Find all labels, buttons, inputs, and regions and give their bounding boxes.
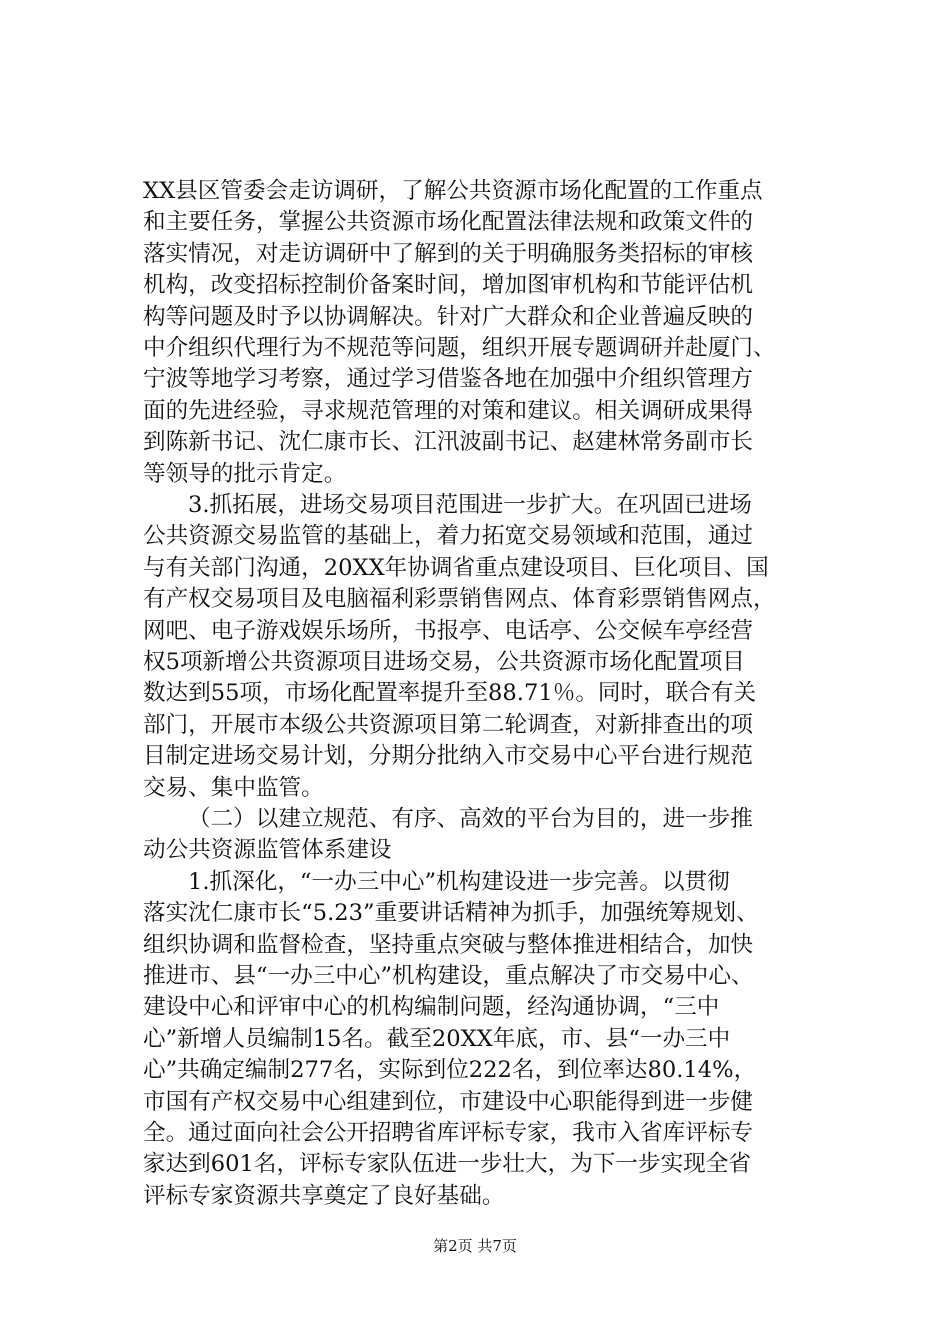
text-line: 有产权交易项目及电脑福利彩票销售网点、体育彩票销售网点， [143,586,776,613]
text-line: 构等问题及时予以协调解决。针对广大群众和企业普遍反映的 [143,303,754,330]
text-line: 面的先进经验，寻求规范管理的对策和建议。相关调研成果得 [143,397,754,424]
text-line: 目制定进场交易计划，分期分批纳入市交易中心平台进行规范 [143,743,754,770]
text-line: 心”共确定编制277名，实际到位222名，到位率达80.14%， [143,1057,757,1084]
text-line: 与有关部门沟通，20XX年协调省重点建设项目、巨化项目、国 [143,554,769,581]
text-line: 公共资源交易监管的基础上，着力拓宽交易领域和范围，通过 [143,523,754,550]
text-line: 组织协调和监督检查，坚持重点突破与整体推进相结合，加快 [143,931,754,958]
text-line: 动公共资源监管体系建设 [143,837,392,864]
text-line: 数达到55项，市场化配置率提升至88.71％。同时，联合有关 [143,680,757,707]
text-line: 到陈新书记、沈仁康市长、江汛波副书记、赵建林常务副市长 [143,429,754,456]
text-line: 落实情况，对走访调研中了解到的关于明确服务类招标的审核 [143,240,754,267]
section-heading: （二）以建立规范、有序、高效的平台为目的，进一步推 [188,806,753,832]
text-line: 等领导的批示肯定。 [143,460,347,487]
text-line: 网吧、电子游戏娱乐场所，书报亭、电话亭、公交候车亭经营 [143,617,754,644]
text-line: 交易、集中监管。 [143,774,324,801]
text-line: 市国有产权交易中心组建到位，市建设中心职能得到进一步健 [143,1088,754,1115]
text-line: 权5项新增公共资源项目进场交易，公共资源市场化配置项目 [143,649,745,675]
text-line: 中介组织代理行为不规范等问题，组织开展专题调研并赴厦门、 [143,335,776,361]
text-line: 机构，改变招标控制价备案时间，增加图审机构和节能评估机 [143,272,754,299]
page-number-footer: 第2页 共7页 [433,1237,517,1255]
text-line: 心”新增人员编制15名。截至20XX年底，市、县“一办三中 [143,1025,731,1052]
text-line: 评标专家资源共享奠定了良好基础。 [143,1182,505,1209]
text-line: 落实沈仁康市长“5.23”重要讲话精神为抓手，加强统筹规划、 [143,900,759,927]
text-line: 全。通过面向社会公开招聘省库评标专家，我市入省库评标专 [143,1120,754,1146]
text-line: 宁波等地学习考察，通过学习借鉴各地在加强中介组织管理方 [143,366,754,393]
text-line: 建设中心和评审中心的机构编制问题，经沟通协调，“三中 [143,994,720,1021]
text-line: 家达到601名，评标专家队伍进一步壮大，为下一步实现全省 [143,1151,751,1178]
text-line: XX县区管委会走访调研，了解公共资源市场化配置的工作重点 [143,178,763,204]
text-line: 推进市、县“一办三中心”机构建设，重点解决了市交易中心、 [143,963,754,989]
section-heading: 1.抓深化，“一办三中心”机构建设进一步完善。以贯彻 [188,868,730,895]
text-line: 部门，开展市本级公共资源项目第二轮调查，对新排查出的项 [143,711,754,738]
section-heading: 3.抓拓展，进场交易项目范围进一步扩大。在巩固已进场 [188,492,752,518]
text-line: 和主要任务，掌握公共资源市场化配置法律法规和政策文件的 [143,209,754,236]
